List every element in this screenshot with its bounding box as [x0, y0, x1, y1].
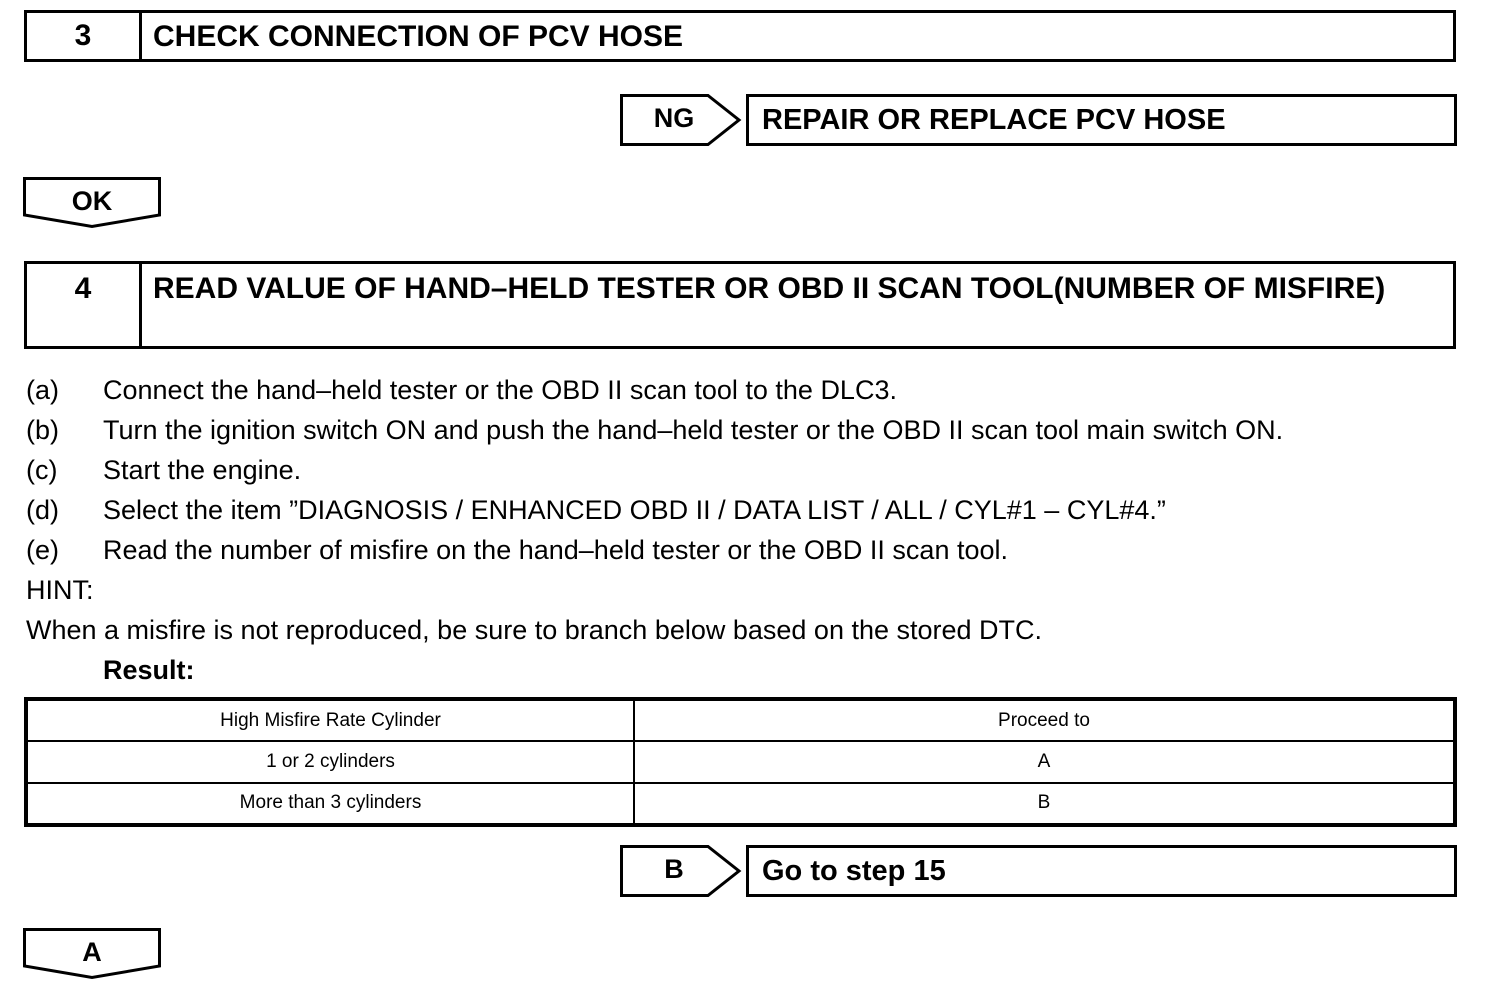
item-text: Connect the hand–held tester or the OBD II scan tool to the DLC3.: [103, 375, 897, 405]
step-4-header: [24, 261, 1456, 349]
item-text: Start the engine.: [103, 455, 302, 485]
table-cell: B: [634, 783, 1454, 824]
ng-label: NG: [653, 103, 695, 133]
step-number: 3: [27, 13, 142, 59]
ng-result-box: [746, 94, 1457, 146]
table-header-cell: High Misfire Rate Cylinder: [27, 700, 634, 741]
item-label: (b): [26, 415, 59, 445]
b-result-text: Go to step 15: [762, 854, 946, 887]
step-3-header: [24, 10, 1456, 62]
item-label: (e): [26, 535, 59, 565]
instruction-d: [26, 495, 1166, 525]
table-cell: A: [634, 741, 1454, 782]
table-row: [27, 783, 1454, 824]
ng-result-text: REPAIR OR REPLACE PCV HOSE: [762, 103, 1226, 136]
item-label: (a): [26, 375, 59, 405]
b-result-box: [746, 845, 1457, 897]
hint-text: When a misfire is not reproduced, be sure to branch below based on the stored DTC.: [26, 615, 1043, 645]
table-header-cell: Proceed to: [634, 700, 1454, 741]
instruction-a: [26, 375, 897, 405]
table-cell: More than 3 cylinders: [27, 783, 634, 824]
item-label: (d): [26, 495, 59, 525]
item-label: (c): [26, 455, 58, 485]
item-text: Read the number of misfire on the hand–held tester or the OBD II scan tool.: [103, 535, 1009, 565]
result-table: [24, 697, 1457, 827]
table-header-row: [27, 700, 1454, 741]
a-label: A: [82, 937, 102, 967]
instruction-b: [26, 415, 1283, 445]
ok-label: OK: [71, 186, 113, 216]
step-title: CHECK CONNECTION OF PCV HOSE: [153, 19, 684, 53]
table-row: [27, 741, 1454, 782]
table-cell: 1 or 2 cylinders: [27, 741, 634, 782]
result-label: Result:: [103, 655, 195, 685]
item-text: Select the item ”DIAGNOSIS / ENHANCED OBD II / DATA LIST / ALL / CYL#1 – CYL#4.”: [103, 495, 1166, 525]
step-number: 4: [27, 264, 142, 346]
step-title: READ VALUE OF HAND–HELD TESTER OR OBD II SCAN TOOL(NUMBER OF MISFIRE): [153, 272, 1386, 305]
hint-label: HINT:: [26, 575, 94, 605]
item-text: Turn the ignition switch ON and push the hand–held tester or the OBD II scan tool main switch ON.: [103, 415, 1284, 445]
b-label: B: [664, 854, 684, 884]
instruction-e: [26, 535, 1008, 565]
instruction-c: [26, 455, 301, 485]
